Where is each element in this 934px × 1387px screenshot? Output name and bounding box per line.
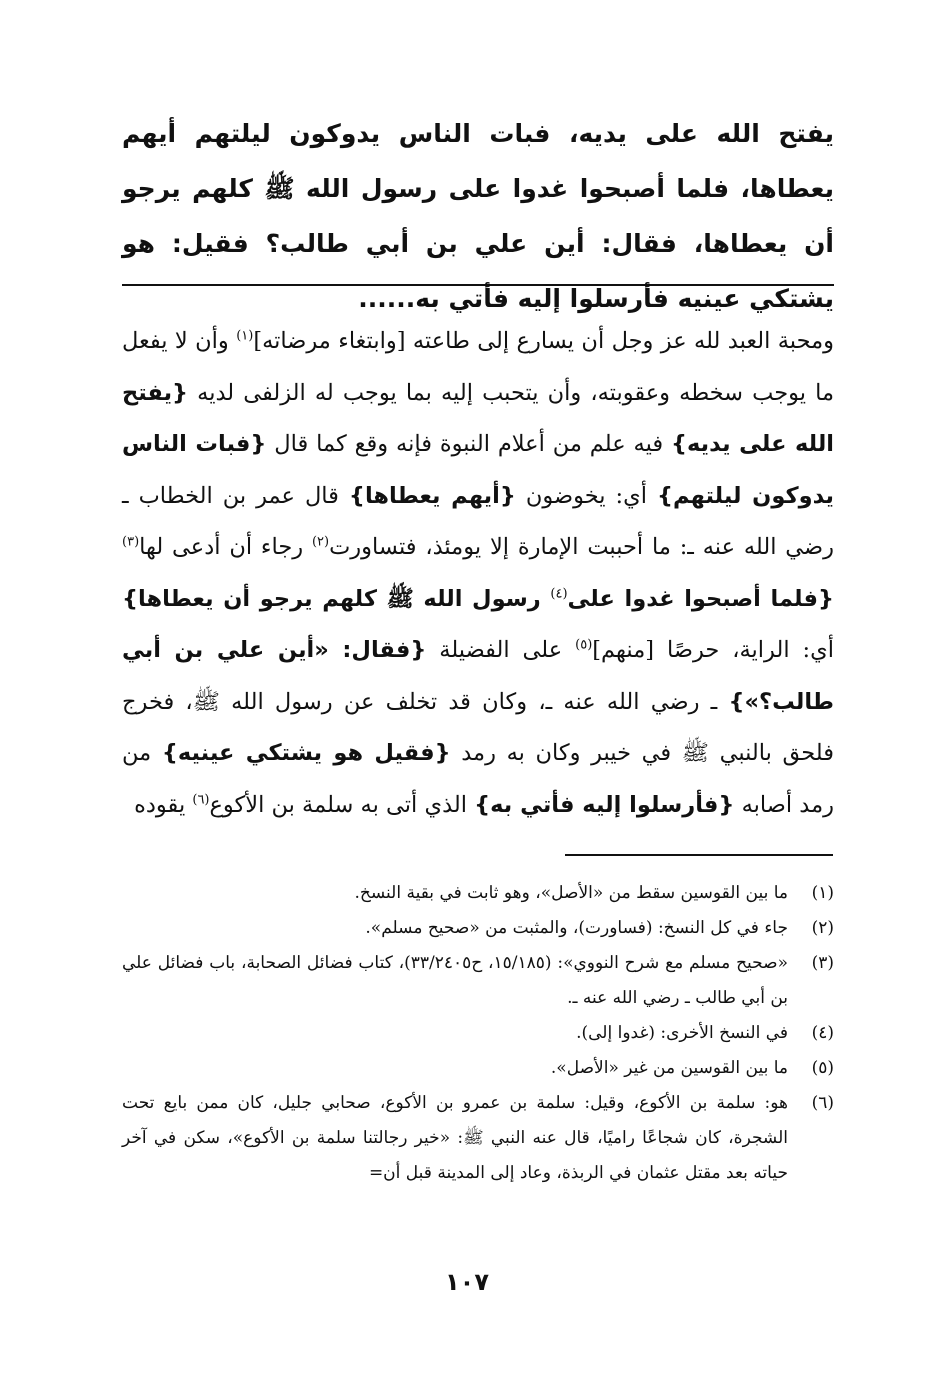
footnote-5 [122,1051,834,1086]
footnote-text: ما بين القوسين سقط من «الأصل»، وهو ثابت في بقية النسخ. [354,883,788,903]
commentary-segment: يقوده [134,791,193,818]
footnote-marker[interactable]: (٣) [122,534,140,550]
footnote-marker[interactable]: (٢) [311,534,330,550]
footnote-text: ما بين القوسين من غير «الأصل». [550,1058,788,1078]
footnote-number: (٢) [811,918,834,938]
commentary-segment: أي: يخوضون [515,482,657,509]
matn-separator-rule [122,284,834,286]
commentary-segment: فيه علم من أعلام النبوة فإنه وقع كما قال [266,431,672,457]
quoted-matn: {أيهم يعطاها} [348,482,516,509]
footnote-text: هو: سلمة بن الأكوع، وقيل: سلمة بن عمرو بن الأكوع، صحابي جليل، كان ممن بايع تحت الشجرة، كان شجاعًا راميًا، قال عنه النبي ﷺ: «خير رجالتنا سلمة بن الأكوع»، سكن في آخر حياته بعد مقتل عثمان في الربذة، وعاد إلى المدينة قبل أن= [122,1093,788,1183]
quoted-matn: {فأرسلوا إليه فأتي به} [474,791,735,818]
footnote-3 [122,946,834,1016]
commentary-segment: الذي أتى به سلمة بن الأكوع [209,791,475,818]
footnote-number: (٤) [811,1023,834,1043]
commentary-segment: أي: الراية، حرصًا [منهم] [592,637,834,663]
footnote-number: (٥) [811,1058,834,1078]
commentary-segment: على الفضيلة [426,637,576,663]
footnote-marker[interactable]: (٦) [192,792,210,807]
footnote-separator-rule [565,854,833,856]
footnote-6 [122,1086,834,1191]
footnote-marker[interactable]: (٥) [575,637,593,653]
commentary-segment: ـ رضي الله عنه ـ، وكان قد تخلف عن رسول الله ﷺ، فخرج فلحق بالنبي ﷺ في خيبر وكان به رمد [122,688,834,766]
footnote-text: جاء في كل النسخ: (فساورت)، والمثبت من «صحيح مسلم». [365,918,788,938]
commentary-text [122,316,834,831]
footnotes-section [122,876,834,1191]
quoted-matn: {فقيل هو يشتكي عينيه} [161,740,451,766]
footnote-number: (٣) [811,953,834,973]
commentary-segment: من رمد أصابه [122,740,834,818]
commentary-segment: قال عمر بن الخطاب ـ رضي الله عنه ـ: ما أحببت الإمارة إلا يومئذ، فتساورت [122,482,834,560]
matn-text: يفتح الله على يديه، فبات الناس يدوكون ليلتهم أيهم يعطاها، فلما أصبحوا غدوا على رسول الله ﷺ كلهم يرجو أن يعطاها، فقال: أين علي بن أبي طالب؟ فقيل: هو يشتكي عينيه فأرسلوا إليه فأتي به...... [122,119,834,313]
quoted-matn: رسول الله ﷺ كلهم يرجو أن يعطاها} [122,585,551,612]
footnote-number: (١) [811,883,834,903]
footnote-number: (٦) [811,1093,834,1113]
footnote-marker[interactable]: (١) [236,328,254,344]
footnote-text: «صحيح مسلم مع شرح النووي»: (١٥/١٨٥، ح٣٣/٢٤٠٥)، كتاب فضائل الصحابة، باب فضائل علي بن أبي طالب ـ رضي الله عنه ـ. [122,953,788,1008]
quoted-matn: {فقال: «أين علي بن أبي طالب؟»} [122,637,834,715]
page-number: ١٠٧ [445,1268,489,1296]
commentary-segment: ومحبة العبد لله عز وجل أن يسارع إلى طاعته [وابتغاء مرضاته] [253,328,835,354]
commentary-segment: وأن لا يفعل ما يوجب سخطه وعقوبته، وأن يتحبب إليه بما يوجب له الزلفى لديه [122,328,834,406]
footnote-marker[interactable]: (٤) [550,586,568,601]
quoted-matn: {فبات الناس يدوكون ليلتهم} [122,431,835,509]
quoted-matn: {يفتح الله على يديه} [122,379,834,457]
commentary-segment: رجاء أن أدعى لها [139,534,312,560]
footnote-2 [122,911,834,946]
quoted-matn: {فلما أصبحوا غدوا على [567,585,834,612]
footnote-4 [122,1016,834,1051]
footnote-text: في النسخ الأخرى: (غدوا إلى). [576,1023,788,1043]
footnote-1 [122,876,834,911]
